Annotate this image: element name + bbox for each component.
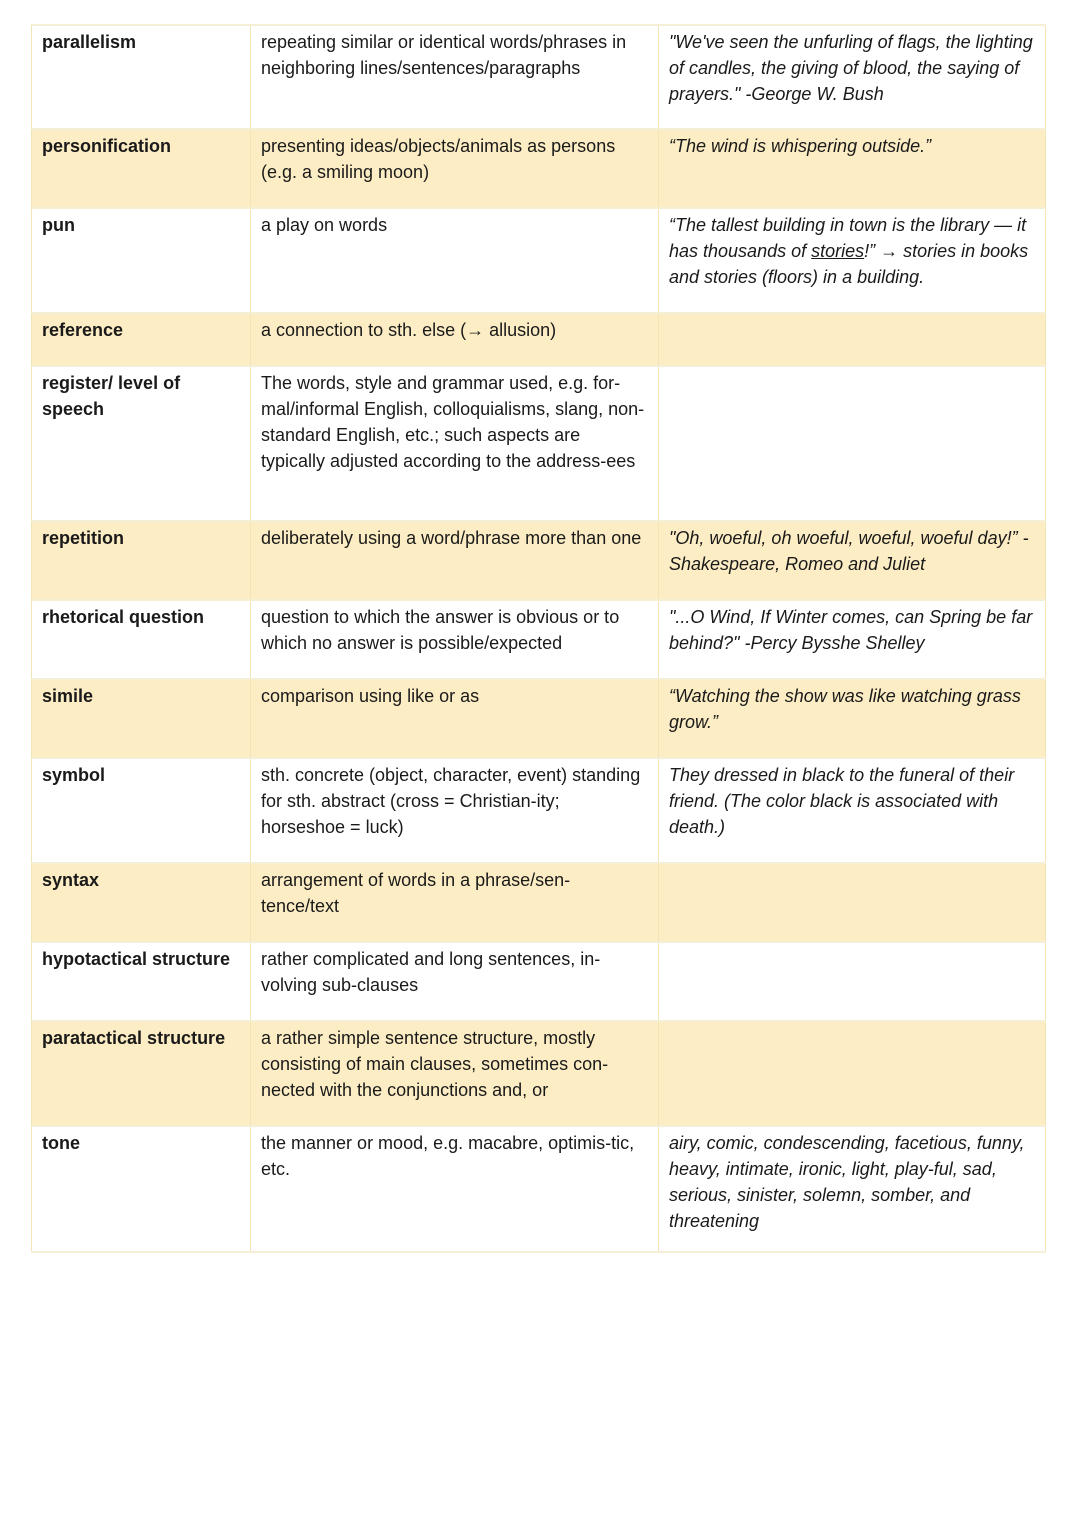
term-cell: pun [32,208,251,313]
table-row [32,521,1046,600]
table-row [32,208,1046,313]
definition-cell: presenting ideas/objects/animals as persons (e.g. a smiling moon) [251,129,659,208]
example-cell [659,1021,1046,1126]
example-text: “The tallest building in town is the library — it has thousands of [669,215,1027,261]
definition-cell: question to which the answer is obvious or to which no answer is possible/expected [251,600,659,679]
example-cell: "Oh, woeful, oh woeful, woeful, woeful day!” - Shakespeare, Romeo and Juliet [659,521,1046,600]
table-row [32,942,1046,1021]
definition-cell: sth. concrete (object, character, event) standing for sth. abstract (cross = Christian-ity; horseshoe = luck) [251,758,659,863]
table-row [32,1021,1046,1126]
example-cell: “The wind is whispering outside.” [659,129,1046,208]
term-cell: personification [32,129,251,208]
table-row [32,1126,1046,1252]
term-cell: syntax [32,863,251,942]
table-row [32,25,1046,129]
term-cell: rhetorical question [32,600,251,679]
example-text: !” → stories in books and stories (floors) in a building. [669,241,1029,287]
example-cell [659,942,1046,1021]
term-cell: reference [32,313,251,366]
underlined-word: stories [811,241,865,261]
definition-cell: the manner or mood, e.g. macabre, optimis-tic, etc. [251,1126,659,1252]
table-row [32,679,1046,758]
term-cell: hypotactical structure [32,942,251,1021]
term-cell: symbol [32,758,251,863]
definition-cell: deliberately using a word/phrase more than one [251,521,659,600]
table-row [32,129,1046,208]
example-cell [659,313,1046,366]
definition-cell: rather complicated and long sentences, in-volving sub-clauses [251,942,659,1021]
glossary-table [31,24,1046,1253]
table-row [32,600,1046,679]
term-cell: simile [32,679,251,758]
example-cell [659,208,1046,313]
term-cell: paratactical structure [32,1021,251,1126]
example-cell: "We've seen the unfurling of flags, the lighting of candles, the giving of blood, the saying of prayers." -George W. Bush [659,25,1046,129]
table-row [32,758,1046,863]
term-cell: repetition [32,521,251,600]
term-cell: parallelism [32,25,251,129]
definition-cell: a rather simple sentence structure, mostly consisting of main clauses, sometimes con-nected with the conjunctions and, or [251,1021,659,1126]
table-row [32,313,1046,366]
definition-cell: The words, style and grammar used, e.g. for-mal/informal English, colloquialisms, slang, non-standard English, etc.; such aspects are typically adjusted according to the address-ees [251,366,659,521]
example-cell [659,863,1046,942]
definition-cell: a play on words [251,208,659,313]
table-row [32,366,1046,521]
example-cell: They dressed in black to the funeral of their friend. (The color black is associated with death.) [659,758,1046,863]
definition-cell: comparison using like or as [251,679,659,758]
example-cell: "...O Wind, If Winter comes, can Spring be far behind?" -Percy Bysshe Shelley [659,600,1046,679]
example-cell: airy, comic, condescending, facetious, funny, heavy, intimate, ironic, light, play-ful, sad, serious, sinister, solemn, somber, and threatening [659,1126,1046,1252]
term-cell: tone [32,1126,251,1252]
definition-cell: a connection to sth. else (→ allusion) [251,313,659,366]
example-cell [659,366,1046,521]
term-cell: register/ level of speech [32,366,251,521]
definition-cell: repeating similar or identical words/phrases in neighboring lines/sentences/paragraphs [251,25,659,129]
table-row [32,863,1046,942]
example-cell: “Watching the show was like watching grass grow.” [659,679,1046,758]
definition-cell: arrangement of words in a phrase/sen-tence/text [251,863,659,942]
